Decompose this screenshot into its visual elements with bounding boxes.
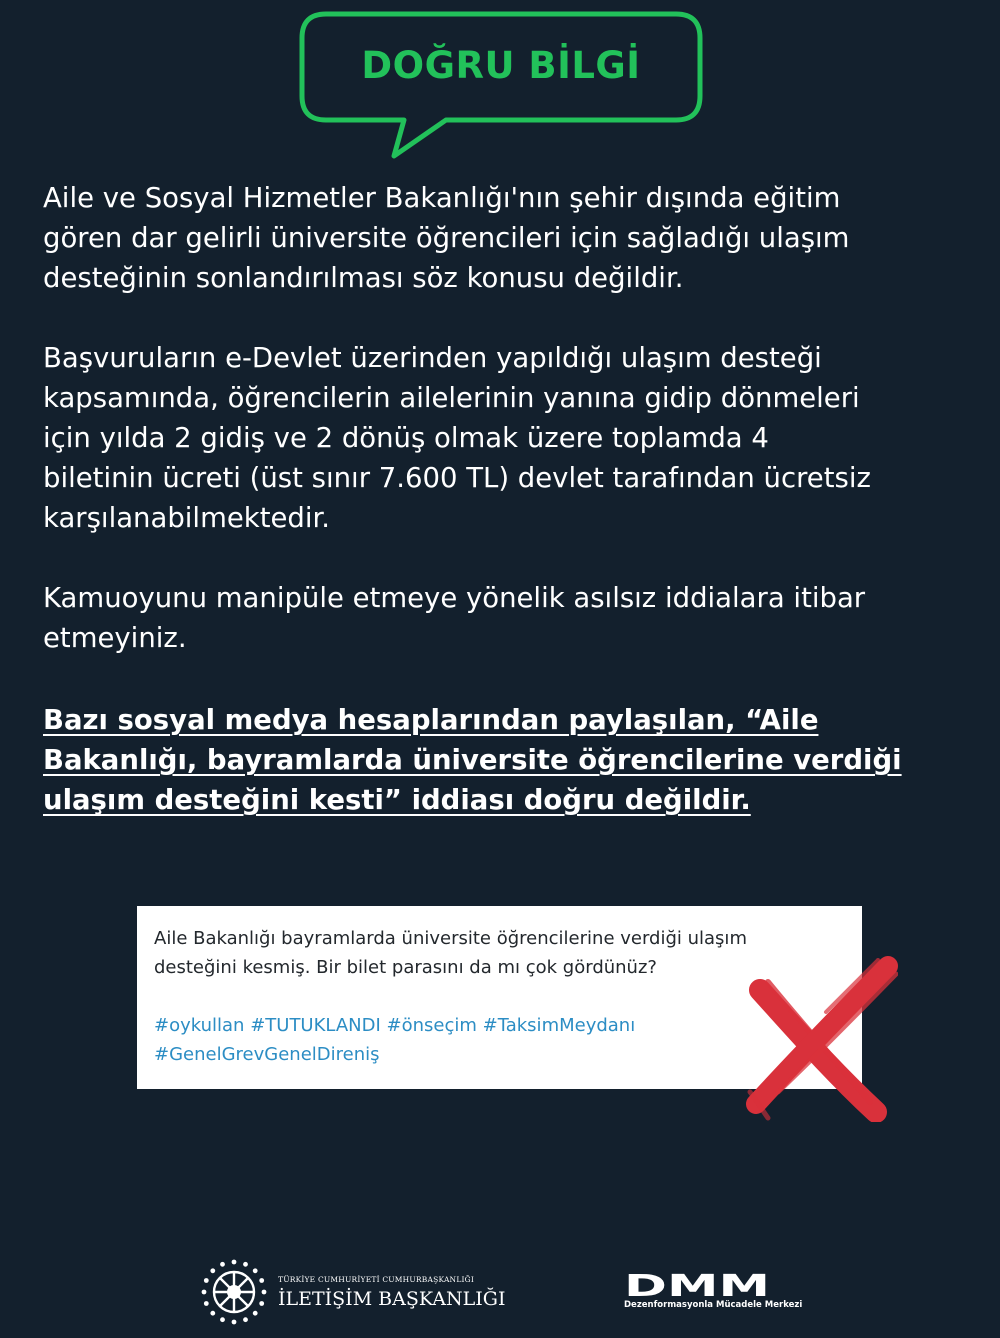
dmm-logo (622, 1272, 822, 1322)
dmm-wordmark: DMM (624, 1272, 770, 1298)
presidency-emblem-icon (200, 1258, 268, 1326)
org-subtitle: TÜRKİYE CUMHURİYETİ CUMHURBAŞKANLIĞI (278, 1275, 475, 1284)
paragraph-claim-rebuttal (43, 700, 963, 820)
paragraph-intro (43, 178, 963, 298)
text-line: desteğinin sonlandırılması söz konusu değildir. (43, 262, 684, 294)
text-line: Bakanlığı, bayramlarda üniversite öğrencilerine verdiği (43, 744, 902, 776)
text-line: etmeyiniz. (43, 622, 187, 654)
hashtag-line: #oykullan #TUTUKLANDI #önseçim #TaksimMeydanı (154, 1015, 636, 1036)
dogru-bilgi-badge (298, 10, 704, 160)
text-line: karşılanabilmektedir. (43, 502, 331, 534)
paragraph-details (43, 338, 963, 538)
text-line: Başvuruların e-Devlet üzerinden yapıldığı ulaşım desteği (43, 342, 822, 374)
org-title: İLETİŞİM BAŞKANLIĞI (278, 1288, 506, 1310)
paragraph-warning (43, 578, 963, 658)
text-line: Aile ve Sosyal Hizmetler Bakanlığı'nın şehir dışında eğitim (43, 182, 841, 214)
iletisim-baskanligi-logo (200, 1258, 520, 1326)
tweet-text (154, 924, 747, 982)
text-line: kapsamında, öğrencilerin ailelerinin yanına gidip dönmeleri (43, 382, 860, 414)
tweet-line: desteğini kesmiş. Bir bilet parasını da mı çok gördünüz? (154, 957, 657, 978)
text-line: için yılda 2 gidiş ve 2 dönüş olmak üzere toplamda 4 (43, 422, 769, 454)
red-cross-icon (738, 952, 898, 1122)
dmm-wordmark-icon (624, 1272, 770, 1298)
text-line: biletinin ücreti (üst sınır 7.600 TL) devlet tarafından ücretsiz (43, 462, 871, 494)
text-line: ulaşım desteğini kesti” iddiası doğru değildir. (43, 784, 751, 816)
tweet-hashtags (154, 1011, 635, 1069)
text-line: gören dar gelirli üniversite öğrencileri için sağladığı ulaşım (43, 222, 850, 254)
hashtag-line: #GenelGrevGenelDireniş (154, 1044, 380, 1065)
text-line: Bazı sosyal medya hesaplarından paylaşılan, “Aile (43, 704, 819, 736)
tweet-line: Aile Bakanlığı bayramlarda üniversite öğrencilerine verdiği ulaşım (154, 928, 747, 949)
text-line: Kamuoyunu manipüle etmeye yönelik asılsız iddialara itibar (43, 582, 866, 614)
dmm-full-name: Dezenformasyonla Mücadele Merkezi (624, 1300, 803, 1310)
badge-label: DOĞRU BİLGİ (361, 44, 641, 87)
